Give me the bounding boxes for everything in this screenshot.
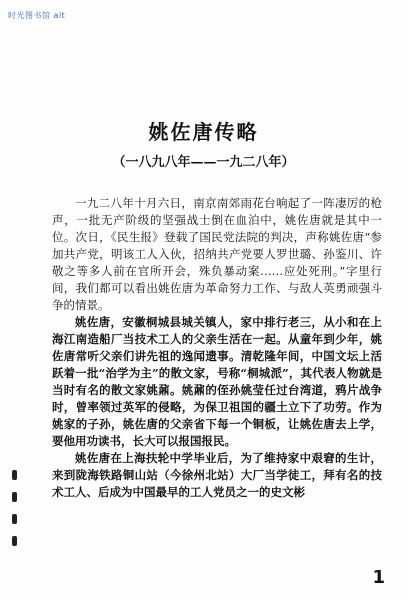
paragraph-3: 姚佐唐在上海扶轮中学毕业后，为了维持家中艰窘的生计，来到陇海铁路铜山站（今徐州北站）大厂当学徒工，拜有名的技术工人、后成为中国最早的工人党员之一的史文彬 xyxy=(52,451,382,499)
page-number: 1 xyxy=(372,567,385,588)
binding-marks xyxy=(12,470,18,580)
page-title: 姚佐唐传略 xyxy=(148,120,259,144)
binding-mark xyxy=(12,536,17,546)
body-text xyxy=(52,195,382,501)
paragraph-1: 一九二八年十月六日，南京南郊雨花台响起了一阵凄厉的枪声，一批无产阶级的坚强战士倒在血泊中，姚佐唐就是其中一位。次日，《民生报》登载了国民党法院的判决，声称姚佐唐“参加共产党，明该工人入伙，招纳共产党要人罗世璐、孙鉴川、许敬之等多人前在官所开会，殊负暴动案……应处死刑。”字里行间，我们都可以看出姚佐唐为革命努力工作、与敌人英勇顽强斗争的情景。 xyxy=(52,196,382,312)
binding-mark xyxy=(12,470,17,480)
paragraph-2: 姚佐唐，安徽桐城县城关镇人，家中排行老三，从小和在上海江南造船厂当技术工人的父亲生活在一起。从童年到少年，姚佐唐常听父亲们讲先祖的逸闻遗事。清乾隆年间，中国文坛上活跃着一批“治学为主”的散文家，号称“桐城派”，其代表人物就是当时有名的散文家姚鼐。姚鼐的侄孙姚莹任过台湾道，鸦片战争时，曾率领过英军的侵略，为保卫祖国的疆土立下了功劳。作为姚家的子孙，姚佐唐的父亲省下每一个铜板，让姚佐唐去上学，要他用功读书，长大可以报国报民。 xyxy=(52,315,382,448)
binding-mark xyxy=(12,492,17,502)
watermark: 时光图书馆 ait xyxy=(8,11,66,20)
binding-mark xyxy=(12,514,17,524)
page-subtitle: （一八九八年——一九二八年） xyxy=(112,155,295,170)
